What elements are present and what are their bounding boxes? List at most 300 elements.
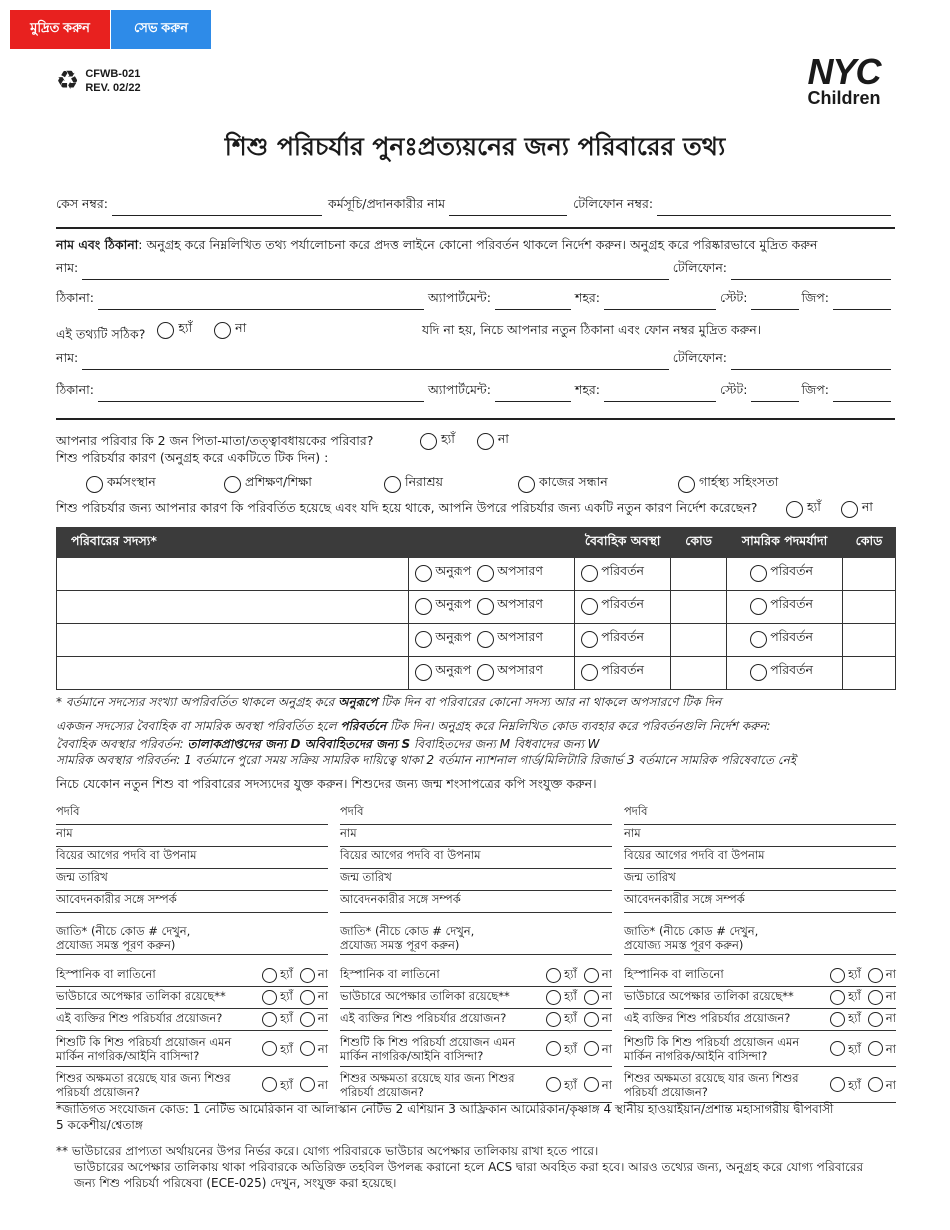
waitlist-no-radio[interactable] bbox=[584, 990, 599, 1005]
note-bold: পরিবর্তনে bbox=[340, 719, 387, 733]
name-label: নাম: bbox=[56, 350, 79, 365]
race-label-2: প্রযোজ্য সমস্ত পূরণ করুন) bbox=[340, 938, 460, 952]
case-row bbox=[56, 196, 891, 216]
apartment-label: অ্যাপার্টমেন্ট: bbox=[427, 382, 491, 397]
military-code-cell[interactable] bbox=[843, 591, 896, 624]
yes-label: হ্যাঁ bbox=[807, 499, 821, 514]
relationship-field[interactable]: আবেদনকারীর সঙ্গে সম্পর্ক bbox=[624, 891, 896, 913]
military-change-cell bbox=[727, 657, 843, 690]
marital-change-radio[interactable] bbox=[581, 598, 598, 615]
needs-care-yes-radio[interactable] bbox=[262, 1012, 277, 1027]
no-label: না bbox=[317, 967, 328, 981]
military-code-cell[interactable] bbox=[843, 558, 896, 591]
waitlist-row bbox=[56, 987, 328, 1009]
marital-change-cell bbox=[575, 591, 671, 624]
member-name-cell[interactable] bbox=[57, 591, 409, 624]
marital-change-cell bbox=[575, 657, 671, 690]
instruction-text: : অনুগ্রহ করে নিম্নলিখিত তথ্য পর্যালোচনা করে প্রদত্ত লাইনে কোনো পরিবর্তন থাকলে নির্দেশ করুন। অনুগ্রহ করে পরিষ্কারভাবে মুদ্রিত করুন bbox=[138, 237, 818, 252]
needs-care-no-radio[interactable] bbox=[584, 1012, 599, 1027]
recycle-icon: ♻ bbox=[56, 66, 80, 96]
citizen-label-1: শিশুটি কি শিশু পরিচর্যা প্রয়োজন এমন bbox=[340, 1034, 516, 1049]
military-change-cell bbox=[727, 624, 843, 657]
change-label: পরিবর্তন bbox=[770, 629, 813, 645]
reason-homeless bbox=[384, 474, 443, 496]
new-apartment-field[interactable] bbox=[495, 388, 571, 402]
new-city-field[interactable] bbox=[604, 388, 716, 402]
correct-no-radio[interactable] bbox=[214, 322, 231, 339]
military-change-radio[interactable] bbox=[750, 631, 767, 648]
yes-label: হ্যাঁ bbox=[848, 967, 861, 981]
header-marital-code: কোড bbox=[671, 528, 727, 558]
new-address-field[interactable] bbox=[98, 388, 424, 402]
remove-radio[interactable] bbox=[477, 664, 494, 681]
needs-care-label: এই ব্যক্তির শিশু পরিচর্যার প্রয়োজন? bbox=[340, 1011, 507, 1025]
citizen-label-2: মার্কিন নাগরিক/আইনি বাসিন্দা? bbox=[624, 1048, 768, 1063]
needs-care-no-radio[interactable] bbox=[300, 1012, 315, 1027]
citizen-row bbox=[340, 1031, 612, 1067]
page-title: শিশু পরিচর্যার পুনঃপ্রত্যয়নের জন্য পরিবারের তথ্য bbox=[224, 132, 726, 161]
race-label-2: প্রযোজ্য সমস্ত পূরণ করুন) bbox=[624, 938, 744, 952]
race-field[interactable] bbox=[624, 913, 896, 955]
phone-number-label: টেলিফোন নম্বর: bbox=[573, 196, 654, 211]
change-label: পরিবর্তন bbox=[770, 596, 813, 612]
new-name-field[interactable] bbox=[82, 356, 669, 370]
birth-date-field[interactable]: জন্ম তারিখ bbox=[56, 869, 328, 891]
citizen-label-1: শিশুটি কি শিশু পরিচর্যা প্রয়োজন এমন bbox=[56, 1034, 232, 1049]
voucher-note bbox=[56, 1143, 896, 1191]
waitlist-no-radio[interactable] bbox=[868, 990, 883, 1005]
no-label: না bbox=[317, 1077, 328, 1092]
race-label-1: জাতি* (নীচে কোড # দেখুন, bbox=[624, 924, 759, 938]
note-bold: তালাকপ্রাপ্তদের জন্য D অবিবাহিতদের জন্য S bbox=[187, 737, 411, 751]
header-military-status: সামরিক পদমর্যাদা bbox=[727, 528, 843, 558]
case-number-label: কেস নম্বর: bbox=[56, 196, 108, 211]
waitlist-no-radio[interactable] bbox=[300, 990, 315, 1005]
note-text: একজন সদস্যের বৈবাহিক বা সামরিক অবস্থা পরিবর্তিত হলে bbox=[56, 719, 341, 733]
reason-training bbox=[224, 474, 312, 496]
citizen-no-radio[interactable] bbox=[584, 1041, 599, 1056]
no-label: না bbox=[497, 431, 509, 446]
needs-care-label: এই ব্যক্তির শিশু পরিচর্যার প্রয়োজন? bbox=[624, 1011, 791, 1025]
marital-change-cell bbox=[575, 558, 671, 591]
hispanic-row bbox=[624, 965, 896, 987]
telephone-label: টেলিফোন: bbox=[672, 260, 727, 275]
needs-care-row bbox=[624, 1009, 896, 1031]
needs-care-row bbox=[56, 1009, 328, 1031]
race-codes-line-2: 5 ককেশীয়/শ্বেতাঙ্গ bbox=[56, 1118, 143, 1132]
name-address-heading: নাম এবং ঠিকানা bbox=[56, 237, 139, 252]
nyc-children-logo bbox=[794, 51, 894, 108]
reason-homeless-radio[interactable] bbox=[384, 476, 401, 493]
marital-change-radio[interactable] bbox=[581, 565, 598, 582]
correct-yes-radio[interactable] bbox=[157, 322, 174, 339]
two-parent-no-radio[interactable] bbox=[477, 433, 494, 450]
note-same-remove bbox=[56, 694, 896, 710]
change-label: পরিবর্তন bbox=[601, 596, 644, 612]
save-button[interactable]: সেভ করুন bbox=[111, 10, 211, 49]
note-text: * বর্তমানে সদস্যের সংখ্যা অপরিবর্তিত থাকলে অনুগ্রহ করে bbox=[56, 695, 339, 709]
marital-change-radio[interactable] bbox=[581, 631, 598, 648]
disability-no-radio[interactable] bbox=[300, 1077, 315, 1092]
reason-label: শিশু পরিচর্যার কারণ (অনুগ্রহ করে একটিতে টিক দিন) : bbox=[56, 450, 329, 465]
yes-label: হ্যাঁ bbox=[564, 967, 577, 981]
note-bold: অনুরূপে bbox=[338, 695, 378, 709]
waitlist-yes-radio[interactable] bbox=[546, 990, 561, 1005]
reason-changed-question: শিশু পরিচর্যার জন্য আপনার কারণ কি পরিবর্তিত হয়েছে এবং যদি হয়ে থাকে, আপনি উপরে পরিচর্যার জন্য একটি নতুন কারণ নির্দেশ করেছেন? bbox=[56, 500, 758, 515]
needs-care-label: এই ব্যক্তির শিশু পরিচর্যার প্রয়োজন? bbox=[56, 1011, 223, 1025]
military-change-radio[interactable] bbox=[750, 598, 767, 615]
birth-date-field[interactable]: জন্ম তারিখ bbox=[624, 869, 896, 891]
maiden-name-field[interactable]: বিয়ের আগের পদবি বা উপনাম bbox=[56, 847, 328, 869]
yes-label: হ্যাঁ bbox=[564, 1041, 577, 1056]
reason-domestic-violence bbox=[678, 474, 778, 496]
zip-label: জিপ: bbox=[801, 382, 829, 397]
no-label: না bbox=[885, 1077, 896, 1092]
form-code: CFWB-021 bbox=[85, 68, 141, 80]
surname-field[interactable]: পদবি bbox=[340, 803, 612, 825]
member-name-cell[interactable] bbox=[57, 657, 409, 690]
program-label: কর্মসূচি/প্রদানকারীর নাম bbox=[327, 196, 446, 211]
no-label: না bbox=[235, 320, 247, 335]
reason-employment bbox=[86, 474, 156, 496]
disability-row bbox=[56, 1067, 328, 1103]
name-field[interactable] bbox=[82, 266, 669, 280]
remove-label: অপসারণ bbox=[497, 662, 543, 678]
citizen-no-radio[interactable] bbox=[868, 1041, 883, 1056]
race-label-2: প্রযোজ্য সমস্ত পূরণ করুন) bbox=[56, 938, 176, 952]
hispanic-row bbox=[340, 965, 612, 987]
marital-change-radio[interactable] bbox=[581, 664, 598, 681]
case-number-field[interactable] bbox=[112, 202, 322, 216]
citizen-yes-radio[interactable] bbox=[262, 1041, 277, 1056]
address-label: ঠিকানা: bbox=[56, 382, 94, 397]
disability-yes-radio[interactable] bbox=[262, 1077, 277, 1092]
hispanic-yes-radio[interactable] bbox=[546, 968, 561, 983]
reason-changed-options bbox=[786, 499, 873, 521]
disability-label-1: শিশুর অক্ষমতা রয়েছে যার জন্য শিশুর bbox=[624, 1070, 799, 1085]
change-label: পরিবর্তন bbox=[770, 662, 813, 678]
two-parent-yes-radio[interactable] bbox=[420, 433, 437, 450]
note-text: বৈবাহিক অবস্থার পরিবর্তন: bbox=[56, 737, 188, 751]
no-label: না bbox=[885, 1011, 896, 1025]
citizen-label-2: মার্কিন নাগরিক/আইনি বাসিন্দা? bbox=[340, 1048, 484, 1063]
reason-domestic-violence-label: গার্হস্থ্য সহিংসতা bbox=[699, 474, 779, 489]
yes-label: হ্যাঁ bbox=[280, 989, 293, 1003]
new-state-field[interactable] bbox=[751, 388, 799, 402]
hispanic-no-radio[interactable] bbox=[584, 968, 599, 983]
maiden-name-field[interactable]: বিয়ের আগের পদবি বা উপনাম bbox=[340, 847, 612, 869]
if-not-instruction: যদি না হয়, নিচে আপনার নতুন ঠিকানা এবং ফোন নম্বর মুদ্রিত করুন। bbox=[422, 322, 762, 337]
change-label: পরিবর্তন bbox=[770, 563, 813, 579]
citizen-no-radio[interactable] bbox=[300, 1041, 315, 1056]
yes-label: হ্যাঁ bbox=[564, 1011, 577, 1025]
hispanic-yes-radio[interactable] bbox=[262, 968, 277, 983]
new-telephone-field[interactable] bbox=[731, 356, 891, 370]
change-label: পরিবর্তন bbox=[601, 629, 644, 645]
telephone-label: টেলিফোন: bbox=[672, 350, 727, 365]
telephone-field[interactable] bbox=[731, 266, 891, 280]
table-row bbox=[57, 591, 896, 624]
correct-question-label: এই তথ্যটি সঠিক? bbox=[56, 326, 146, 342]
military-change-cell bbox=[727, 591, 843, 624]
voucher-line-1: ** ভাউচারের প্রাপ্যতা অর্থায়নের উপর নির্ভর করে। যোগ্য পরিবারকে ভাউচার অপেক্ষার তালিকায় রাখা হতে পারে। bbox=[56, 1144, 599, 1158]
race-field[interactable] bbox=[340, 913, 612, 955]
needs-care-no-radio[interactable] bbox=[868, 1012, 883, 1027]
address-label: ঠিকানা: bbox=[56, 290, 94, 305]
yes-label: হ্যাঁ bbox=[441, 431, 455, 446]
same-label: অনুরূপ bbox=[435, 662, 472, 678]
state-label: স্টেট: bbox=[720, 290, 748, 305]
new-member-column-3 bbox=[624, 803, 896, 1103]
waitlist-label: ভাউচারে অপেক্ষার তালিকা রয়েছে** bbox=[340, 989, 510, 1003]
reason-domestic-violence-radio[interactable] bbox=[678, 476, 695, 493]
disability-yes-radio[interactable] bbox=[546, 1077, 561, 1092]
no-label: না bbox=[885, 989, 896, 1003]
remove-label: অপসারণ bbox=[497, 629, 543, 645]
same-radio[interactable] bbox=[415, 598, 432, 615]
yes-label: হ্যাঁ bbox=[564, 989, 577, 1003]
yes-label: হ্যাঁ bbox=[848, 1041, 861, 1056]
reason-employment-label: কর্মসংস্থান bbox=[107, 474, 156, 489]
new-name-row bbox=[56, 350, 891, 370]
remove-label: অপসারণ bbox=[497, 596, 543, 612]
voucher-line-3: জন্য শিশু পরিচর্যা পরিষেবা (ECE-025) দেখুন, সংযুক্ত করা হয়েছে। bbox=[74, 1176, 397, 1190]
relationship-field[interactable]: আবেদনকারীর সঙ্গে সম্পর্ক bbox=[340, 891, 612, 913]
hispanic-label: হিস্পানিক বা লাতিনো bbox=[624, 967, 724, 981]
military-code-cell[interactable] bbox=[843, 624, 896, 657]
no-label: না bbox=[861, 499, 873, 514]
new-member-column-1 bbox=[56, 803, 328, 1103]
yes-label: হ্যাঁ bbox=[280, 1041, 293, 1056]
city-label: শহর: bbox=[574, 382, 601, 397]
table-row bbox=[57, 558, 896, 591]
disability-row bbox=[340, 1067, 612, 1103]
remove-radio[interactable] bbox=[477, 565, 494, 582]
first-name-field[interactable]: নাম bbox=[624, 825, 896, 847]
same-radio[interactable] bbox=[415, 664, 432, 681]
disability-no-radio[interactable] bbox=[584, 1077, 599, 1092]
hispanic-label: হিস্পানিক বা লাতিনো bbox=[56, 967, 156, 981]
citizen-label-1: শিশুটি কি শিশু পরিচর্যা প্রয়োজন এমন bbox=[624, 1034, 800, 1049]
yes-label: হ্যাঁ bbox=[178, 320, 193, 335]
citizen-label-2: মার্কিন নাগরিক/আইনি বাসিন্দা? bbox=[56, 1048, 200, 1063]
city-field[interactable] bbox=[604, 296, 716, 310]
header-family-member: পরিবারের সদস্য* bbox=[57, 528, 409, 558]
military-change-radio[interactable] bbox=[750, 664, 767, 681]
yes-label: হ্যাঁ bbox=[280, 967, 293, 981]
citizen-yes-radio[interactable] bbox=[830, 1041, 845, 1056]
marital-code-cell[interactable] bbox=[671, 591, 727, 624]
note-marital-codes bbox=[56, 736, 896, 752]
form-revision: REV. 02/22 bbox=[85, 82, 141, 94]
waitlist-row bbox=[624, 987, 896, 1009]
divider bbox=[56, 227, 895, 229]
waitlist-label: ভাউচারে অপেক্ষার তালিকা রয়েছে** bbox=[624, 989, 794, 1003]
header-military-code: কোড bbox=[843, 528, 896, 558]
remove-radio[interactable] bbox=[477, 631, 494, 648]
print-button[interactable]: মুদ্রিত করুন bbox=[10, 10, 110, 49]
table-row bbox=[57, 624, 896, 657]
citizen-row bbox=[624, 1031, 896, 1067]
yes-label: হ্যাঁ bbox=[280, 1077, 293, 1092]
no-label: না bbox=[601, 1011, 612, 1025]
same-label: অনুরূপ bbox=[435, 596, 472, 612]
citizen-yes-radio[interactable] bbox=[546, 1041, 561, 1056]
birth-date-field[interactable]: জন্ম তারিখ bbox=[340, 869, 612, 891]
disability-label-2: পরিচর্যা প্রয়োজন? bbox=[56, 1084, 140, 1099]
maiden-name-field[interactable]: বিয়ের আগের পদবি বা উপনাম bbox=[624, 847, 896, 869]
state-label: স্টেট: bbox=[720, 382, 748, 397]
two-parent-options bbox=[420, 431, 509, 453]
two-parent-label: আপনার পরিবার কি 2 জন পিতা-মাতা/তত্ত্বাবধায়কের পরিবার? bbox=[56, 433, 374, 448]
same-radio[interactable] bbox=[415, 631, 432, 648]
no-label: না bbox=[601, 1041, 612, 1056]
new-address-row bbox=[56, 382, 891, 402]
no-label: না bbox=[317, 1041, 328, 1056]
military-change-cell bbox=[727, 558, 843, 591]
military-code-cell[interactable] bbox=[843, 657, 896, 690]
note-text: বিবাহিতদের জন্য M বিধবাদের জন্য W bbox=[410, 737, 600, 751]
yes-label: হ্যাঁ bbox=[848, 1011, 861, 1025]
address-field[interactable] bbox=[98, 296, 424, 310]
no-label: না bbox=[317, 989, 328, 1003]
change-label: পরিবর্তন bbox=[601, 662, 644, 678]
note-military-codes: সামরিক অবস্থার পরিবর্তন: 1 বর্তমানে পুরো সময় সক্রিয় সামরিক দায়িত্বে থাকা 2 বর্তমান ন্যাশনাল গার্ড/মিলিটারি রিজার্ভ 3 বর্তমানে সামরিক পরিষেবাতে নেই bbox=[56, 753, 797, 767]
member-status-cell bbox=[409, 558, 575, 591]
program-field[interactable] bbox=[449, 202, 567, 216]
hispanic-yes-radio[interactable] bbox=[830, 968, 845, 983]
reason-training-radio[interactable] bbox=[224, 476, 241, 493]
first-name-field[interactable]: নাম bbox=[56, 825, 328, 847]
yes-label: হ্যাঁ bbox=[848, 989, 861, 1003]
race-field[interactable] bbox=[56, 913, 328, 955]
name-address-instruction bbox=[56, 237, 817, 257]
change-label: পরিবর্তন bbox=[601, 563, 644, 579]
waitlist-label: ভাউচারে অপেক্ষার তালিকা রয়েছে** bbox=[56, 989, 226, 1003]
table-row bbox=[57, 657, 896, 690]
yes-label: হ্যাঁ bbox=[848, 1077, 861, 1092]
name-label: নাম: bbox=[56, 260, 79, 275]
yes-label: হ্যাঁ bbox=[280, 1011, 293, 1025]
same-label: অনুরূপ bbox=[435, 563, 472, 579]
reason-training-label: প্রশিক্ষণ/শিক্ষা bbox=[245, 474, 312, 489]
same-label: অনুরূপ bbox=[435, 629, 472, 645]
table-header-row bbox=[57, 528, 896, 558]
hispanic-row bbox=[56, 965, 328, 987]
city-label: শহর: bbox=[574, 290, 601, 305]
form-id-block bbox=[56, 67, 141, 95]
header-status bbox=[409, 528, 575, 558]
logo-children: Children bbox=[807, 88, 881, 108]
race-codes-line-1: *জাতিগত সংযোজন কোড: 1 নেটিভ আমেরিকান বা আলাস্কান নেটিভ 2 এশিয়ান 3 আফ্রিকান আমেরিকান/কৃষ্ণাঙ্গ 4 স্থানীয় হাওয়াইয়ান/প্রশান্ত মহাসাগরীয় দ্বীপবাসী bbox=[56, 1102, 834, 1116]
zip-label: জিপ: bbox=[801, 290, 829, 305]
disability-row bbox=[624, 1067, 896, 1103]
no-label: না bbox=[601, 967, 612, 981]
reason-job-search bbox=[518, 474, 608, 496]
remove-radio[interactable] bbox=[477, 598, 494, 615]
yes-label: হ্যাঁ bbox=[564, 1077, 577, 1092]
no-label: না bbox=[885, 1041, 896, 1056]
disability-no-radio[interactable] bbox=[868, 1077, 883, 1092]
member-status-cell bbox=[409, 657, 575, 690]
new-member-column-2 bbox=[340, 803, 612, 1103]
note-text: টিক দিন বা পরিবারের কোনো সদস্য আর না থাকলে অপসারণে টিক দিন bbox=[377, 695, 722, 709]
waitlist-row bbox=[340, 987, 612, 1009]
apartment-label: অ্যাপার্টমেন্ট: bbox=[427, 290, 491, 305]
marital-code-cell[interactable] bbox=[671, 624, 727, 657]
first-name-field[interactable]: নাম bbox=[340, 825, 612, 847]
divider bbox=[56, 418, 895, 420]
disability-label-2: পরিচর্যা প্রয়োজন? bbox=[340, 1084, 424, 1099]
apartment-field[interactable] bbox=[495, 296, 571, 310]
same-radio[interactable] bbox=[415, 565, 432, 582]
disability-label-2: পরিচর্যা প্রয়োজন? bbox=[624, 1084, 708, 1099]
header-marital-status: বৈবাহিক অবস্থা bbox=[575, 528, 671, 558]
race-codes-note bbox=[56, 1101, 896, 1133]
surname-field[interactable]: পদবি bbox=[624, 803, 896, 825]
hispanic-no-radio[interactable] bbox=[300, 968, 315, 983]
marital-code-cell[interactable] bbox=[671, 657, 727, 690]
new-members-heading: নিচে যেকোন নতুন শিশু বা পরিবারের সদস্যদের যুক্ত করুন। শিশুদের জন্য জন্ম শংসাপত্রের কপি সংযুক্ত করুন। bbox=[56, 776, 597, 791]
marital-change-cell bbox=[575, 624, 671, 657]
member-name-cell[interactable] bbox=[57, 558, 409, 591]
disability-label-1: শিশুর অক্ষমতা রয়েছে যার জন্য শিশুর bbox=[56, 1070, 231, 1085]
reason-job-search-radio[interactable] bbox=[518, 476, 535, 493]
hispanic-label: হিস্পানিক বা লাতিনো bbox=[340, 967, 440, 981]
new-zip-field[interactable] bbox=[833, 388, 891, 402]
correct-question bbox=[56, 320, 246, 347]
family-members-table bbox=[56, 527, 896, 690]
disability-yes-radio[interactable] bbox=[830, 1077, 845, 1092]
no-label: না bbox=[317, 1011, 328, 1025]
reason-job-search-label: কাজের সন্ধান bbox=[539, 474, 608, 489]
phone-number-field[interactable] bbox=[657, 202, 891, 216]
member-status-cell bbox=[409, 624, 575, 657]
note-text: টিক দিন। অনুগ্রহ করে নিম্নলিখিত কোড ব্যবহার করে পরিবর্তনগুলি নির্দেশ করুন: bbox=[386, 719, 771, 733]
disability-label-1: শিশুর অক্ষমতা রয়েছে যার জন্য শিশুর bbox=[340, 1070, 515, 1085]
needs-care-yes-radio[interactable] bbox=[830, 1012, 845, 1027]
waitlist-yes-radio[interactable] bbox=[830, 990, 845, 1005]
zip-field[interactable] bbox=[833, 296, 891, 310]
race-label-1: জাতি* (নীচে কোড # দেখুন, bbox=[340, 924, 475, 938]
logo-nyc: NYC bbox=[807, 51, 881, 92]
no-label: না bbox=[601, 989, 612, 1003]
reason-changed-no-radio[interactable] bbox=[841, 501, 858, 518]
military-change-radio[interactable] bbox=[750, 565, 767, 582]
needs-care-row bbox=[340, 1009, 612, 1031]
name-row bbox=[56, 260, 891, 280]
relationship-field[interactable]: আবেদনকারীর সঙ্গে সম্পর্ক bbox=[56, 891, 328, 913]
reason-homeless-label: নিরাশ্রয় bbox=[405, 474, 443, 489]
reason-employment-radio[interactable] bbox=[86, 476, 103, 493]
state-field[interactable] bbox=[751, 296, 799, 310]
citizen-row bbox=[56, 1031, 328, 1067]
member-name-cell[interactable] bbox=[57, 624, 409, 657]
no-label: না bbox=[885, 967, 896, 981]
marital-code-cell[interactable] bbox=[671, 558, 727, 591]
voucher-line-2: ভাউচারের অপেক্ষার তালিকায় থাকা পরিবারকে অতিরিক্ত তহবিল উপলব্ধ করানো হলে ACS দ্বারা অবহিত করা হবে। আরও তথ্যের জন্য, অনুগ্রহ করে যোগ্য পরিবারের bbox=[74, 1160, 864, 1174]
waitlist-yes-radio[interactable] bbox=[262, 990, 277, 1005]
hispanic-no-radio[interactable] bbox=[868, 968, 883, 983]
reason-changed-yes-radio[interactable] bbox=[786, 501, 803, 518]
race-label-1: জাতি* (নীচে কোড # দেখুন, bbox=[56, 924, 191, 938]
surname-field[interactable]: পদবি bbox=[56, 803, 328, 825]
member-status-cell bbox=[409, 591, 575, 624]
no-label: না bbox=[601, 1077, 612, 1092]
needs-care-yes-radio[interactable] bbox=[546, 1012, 561, 1027]
note-status-change bbox=[56, 718, 896, 734]
remove-label: অপসারণ bbox=[497, 563, 543, 579]
